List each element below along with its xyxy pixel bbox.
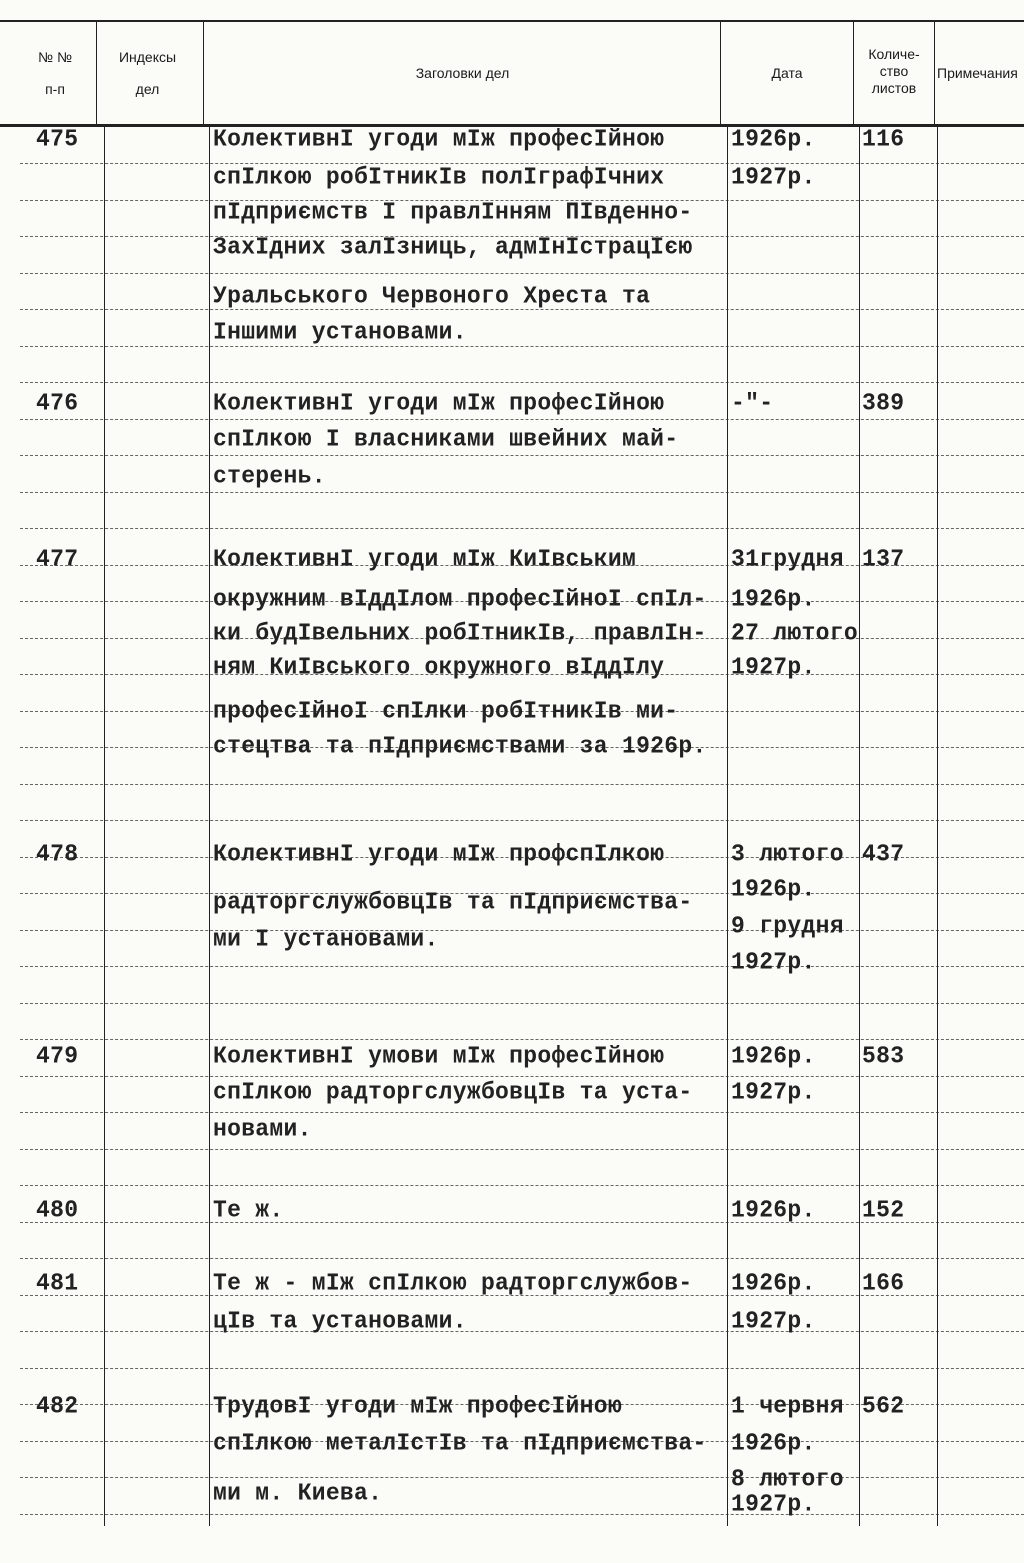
entry-date-line: 1926р. bbox=[731, 1042, 816, 1070]
entry-sheet-count: 116 bbox=[862, 125, 905, 153]
entry-sheet-count: 389 bbox=[862, 389, 905, 417]
entry-date-line: 1927р. bbox=[731, 1307, 816, 1335]
header-divider bbox=[203, 22, 204, 124]
ruled-line bbox=[20, 1368, 1024, 1369]
entry-date-line: 8 лютого bbox=[731, 1465, 844, 1493]
entry-title-line: Те ж - мІж спІлкою радторгслужбов- bbox=[213, 1269, 693, 1297]
entry-title-line: Уральського Червоного Хреста та bbox=[213, 282, 651, 310]
entry-sheet-count: 562 bbox=[862, 1392, 905, 1420]
ruled-line bbox=[20, 820, 1024, 821]
entry-date-line: 1 червня bbox=[731, 1392, 844, 1420]
ruled-line bbox=[20, 492, 1024, 493]
column-divider bbox=[859, 126, 860, 1526]
header-num bbox=[20, 48, 90, 98]
entry-date-line: 1926р. bbox=[731, 125, 816, 153]
header-divider bbox=[934, 22, 935, 124]
header-index-line: Индексы bbox=[118, 49, 177, 65]
entry-sheet-count: 137 bbox=[862, 545, 905, 573]
entry-number: 479 bbox=[36, 1042, 79, 1070]
header-divider bbox=[720, 22, 721, 124]
header-index-line: дел bbox=[135, 81, 160, 97]
entry-title-line: ми І установами. bbox=[213, 925, 439, 953]
entry-date-line: 31грудня bbox=[731, 545, 844, 573]
entry-number: 475 bbox=[36, 125, 79, 153]
ruled-line bbox=[20, 1039, 1024, 1040]
entry-number: 480 bbox=[36, 1196, 79, 1224]
ruled-line bbox=[20, 930, 1024, 931]
entry-title-line: КолективнІ угоди мІж КиІвським bbox=[213, 545, 637, 573]
ruled-line bbox=[20, 455, 1024, 456]
header-divider bbox=[853, 22, 854, 124]
entry-title-line: професІйноІ спІлки робІтникІв ми- bbox=[213, 697, 679, 725]
entry-title-line: ням КиІвського окружного вІддІлу bbox=[213, 653, 665, 681]
header-date: Дата bbox=[771, 65, 803, 81]
header-count-line: Количе- bbox=[868, 46, 920, 62]
entry-title-line: радторгслужбовцІв та пІдприємства- bbox=[213, 888, 693, 916]
entry-date-line: 1927р. bbox=[731, 163, 816, 191]
entry-title-line: цІв та установами. bbox=[213, 1307, 467, 1335]
entry-title-line: спІлкою робІтникІв полІграфІчних bbox=[213, 163, 665, 191]
entry-date-line: 3 лютого bbox=[731, 840, 844, 868]
ruled-line bbox=[20, 784, 1024, 785]
entry-date-line: -"- bbox=[731, 389, 774, 417]
header-count-line: ство bbox=[879, 63, 909, 79]
header-count bbox=[855, 46, 933, 97]
entry-title-line: ки будІвельних робІтникІв, правлІн- bbox=[213, 619, 707, 647]
ruled-line bbox=[20, 1477, 1024, 1478]
entry-number: 476 bbox=[36, 389, 79, 417]
entry-title-line: ТрудовІ угоди мІж професІйною bbox=[213, 1392, 622, 1420]
ruled-line bbox=[20, 1076, 1024, 1077]
entry-title-line: спІлкою І власниками швейних май- bbox=[213, 425, 679, 453]
entry-number: 478 bbox=[36, 840, 79, 868]
column-divider bbox=[727, 126, 728, 1526]
entry-title-line: стерень. bbox=[213, 462, 326, 490]
entry-title-line: стецтва та пІдприємствами за 1926р. bbox=[213, 732, 707, 760]
header-divider bbox=[96, 22, 97, 124]
ruled-line bbox=[20, 1514, 1024, 1515]
column-divider bbox=[937, 126, 938, 1526]
entry-date-line: 1927р. bbox=[731, 948, 816, 976]
entry-date-line: 1926р. bbox=[731, 1429, 816, 1457]
entry-title-line: ми м. Киева. bbox=[213, 1479, 383, 1507]
entry-date-line: 1926р. bbox=[731, 875, 816, 903]
ruled-line bbox=[20, 1112, 1024, 1113]
ruled-line bbox=[20, 1149, 1024, 1150]
entry-title-line: КолективнІ угоди мІж професІйною bbox=[213, 389, 665, 417]
column-divider bbox=[209, 126, 210, 1526]
header-index bbox=[100, 48, 195, 98]
column-divider bbox=[104, 126, 105, 1526]
header-num-line: № № bbox=[38, 49, 72, 65]
top-rule bbox=[0, 20, 1024, 22]
header-notes: Примечания bbox=[937, 65, 1018, 81]
entry-number: 482 bbox=[36, 1392, 79, 1420]
entry-date-line: 1926р. bbox=[731, 1196, 816, 1224]
entry-date-line: 1927р. bbox=[731, 653, 816, 681]
entry-title-line: КолективнІ умови мІж професІйною bbox=[213, 1042, 665, 1070]
ruled-line bbox=[20, 1003, 1024, 1004]
entry-date-line: 9 грудня bbox=[731, 912, 844, 940]
entry-title-line: спІлкою радторгслужбовцІв та уста- bbox=[213, 1078, 693, 1106]
ruled-line bbox=[20, 346, 1024, 347]
entry-title-line: КолективнІ угоди мІж професІйною bbox=[213, 125, 665, 153]
entry-title-line: спІлкою металІстІв та пІдприємства- bbox=[213, 1429, 707, 1457]
ruled-line bbox=[20, 966, 1024, 967]
entry-sheet-count: 166 bbox=[862, 1269, 905, 1297]
header-num-line: п-п bbox=[45, 81, 65, 97]
entry-title-line: окружним вІддІлом професІйноІ спІл- bbox=[213, 585, 707, 613]
ruled-line bbox=[20, 273, 1024, 274]
ruled-line bbox=[20, 528, 1024, 529]
entry-date-line: 1926р. bbox=[731, 585, 816, 613]
header-count-line: листов bbox=[871, 80, 917, 96]
entry-date-line: 1926р. bbox=[731, 1269, 816, 1297]
ruled-line bbox=[20, 1258, 1024, 1259]
entry-title-line: пІдприємств І правлІнням ПІвденно- bbox=[213, 198, 693, 226]
entry-number: 481 bbox=[36, 1269, 79, 1297]
header-title: Заголовки дел bbox=[415, 65, 510, 81]
entry-title-line: Те ж. bbox=[213, 1196, 284, 1224]
ruled-line bbox=[20, 1185, 1024, 1186]
ruled-line bbox=[20, 419, 1024, 420]
entry-title-line: КолективнІ угоди мІж профспІлкою bbox=[213, 840, 665, 868]
entry-date-line: 27 лютого bbox=[731, 619, 858, 647]
ruled-line bbox=[20, 1331, 1024, 1332]
entry-title-line: ЗахІдних залІзниць, адмІнІстрацІєю bbox=[213, 233, 693, 261]
entry-sheet-count: 437 bbox=[862, 840, 905, 868]
entry-date-line: 1927р. bbox=[731, 1078, 816, 1106]
entry-sheet-count: 583 bbox=[862, 1042, 905, 1070]
ruled-line bbox=[20, 382, 1024, 383]
entry-title-line: новами. bbox=[213, 1115, 312, 1143]
entry-sheet-count: 152 bbox=[862, 1196, 905, 1224]
entry-number: 477 bbox=[36, 545, 79, 573]
entry-date-line: 1927р. bbox=[731, 1490, 816, 1518]
entry-title-line: Іншими установами. bbox=[213, 318, 467, 346]
